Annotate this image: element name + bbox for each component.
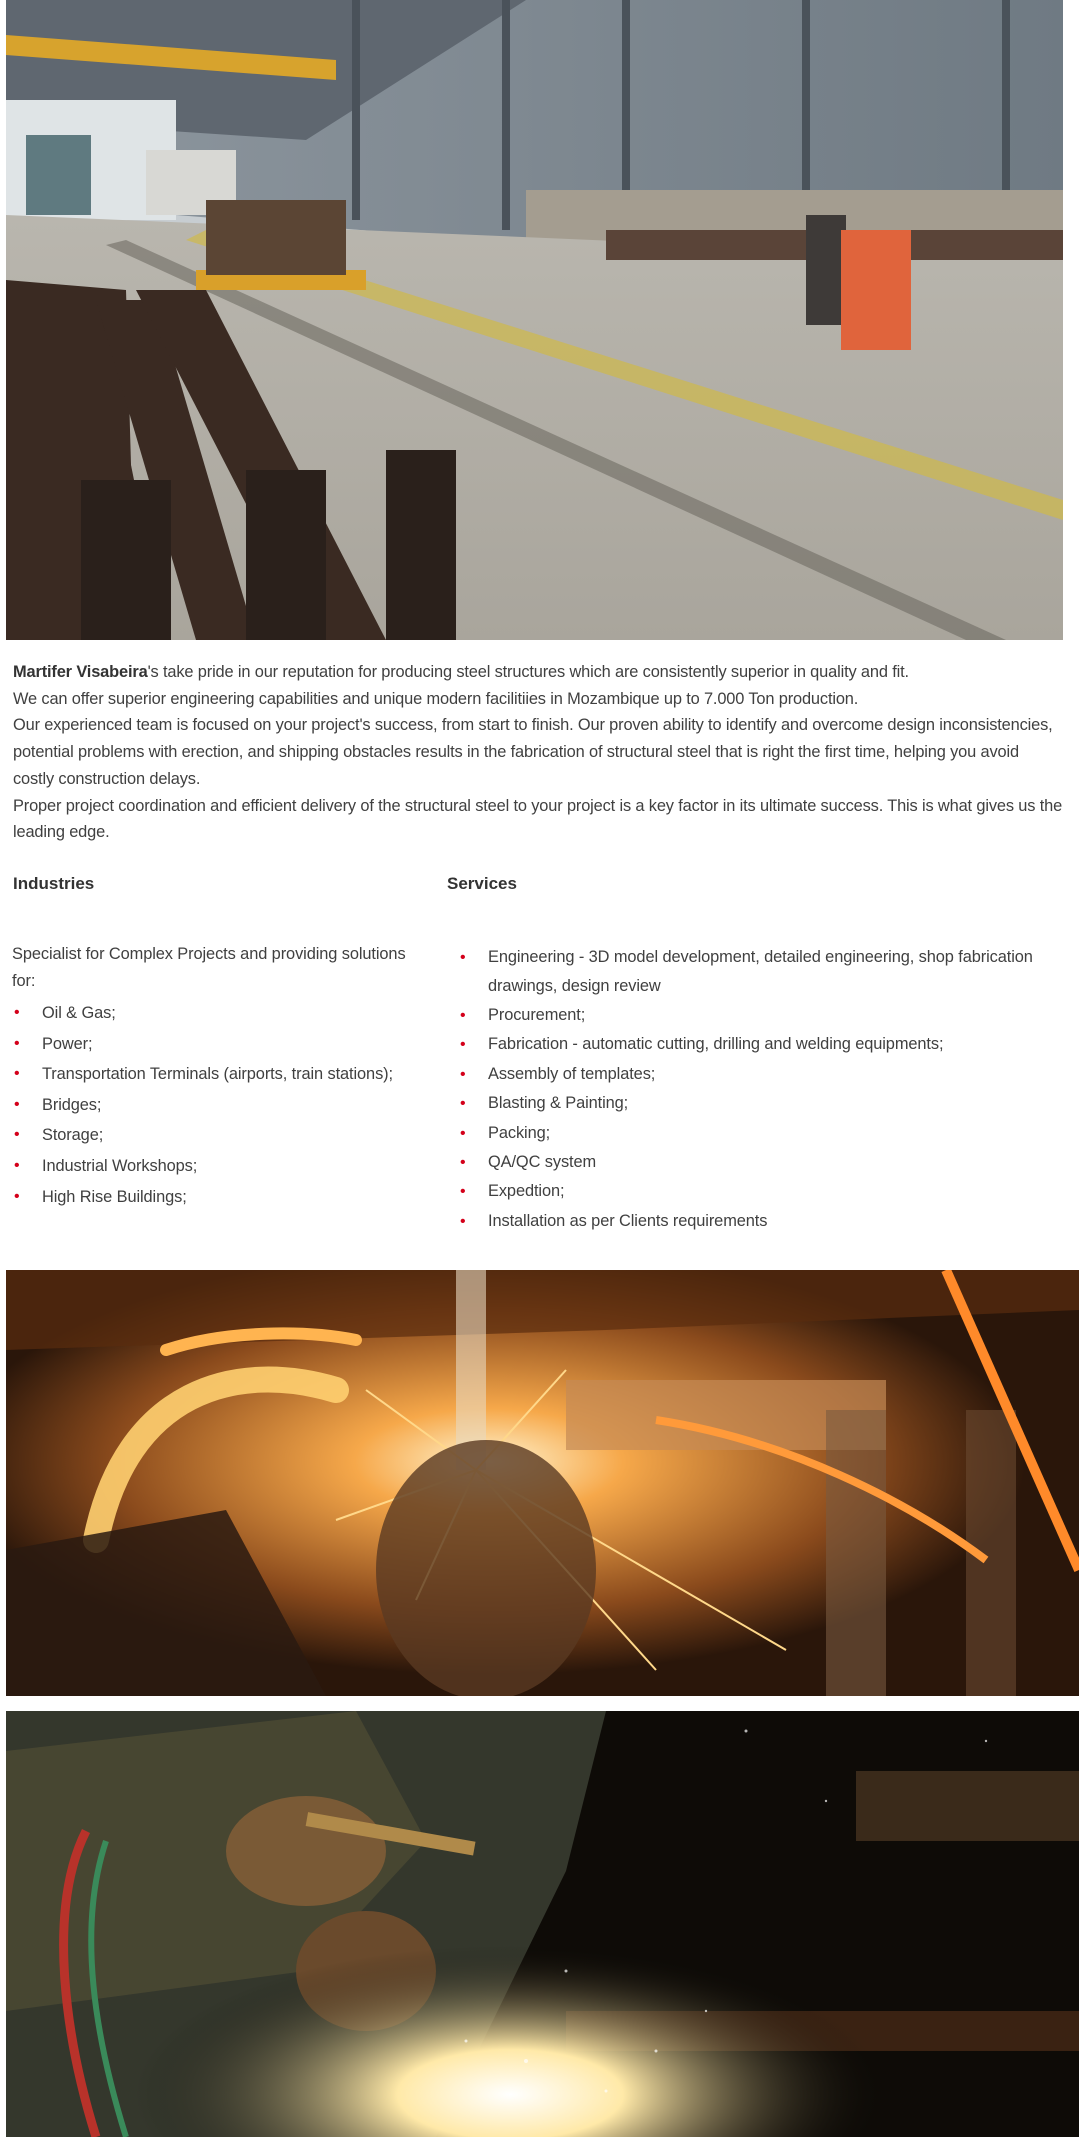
- services-list: [446, 943, 1046, 1236]
- bullet-icon: •: [460, 1212, 466, 1230]
- list-item: • High Rise Buildings;: [12, 1182, 432, 1213]
- list-item: • Assembly of templates;: [446, 1060, 1046, 1089]
- industries-section: [12, 941, 432, 1212]
- brand-name: Martifer Visabeira: [13, 663, 148, 681]
- torch-cutting-photo: [6, 1711, 1079, 2137]
- intro-line-1: Martifer Visabeira's take pride in our reputation for producing steel structures which are consistently superior in quality and fit.: [13, 663, 909, 681]
- list-item: • Power;: [12, 1029, 432, 1060]
- list-item: • Oil & Gas;: [12, 998, 432, 1029]
- industries-list: [12, 998, 432, 1212]
- intro-line-3: Our experienced team is focused on your project's success, from start to finish. Our proven ability to identify and overcome design inconsistencies, potential problems with erection, and shipping obstacles results in the fabrication of structural steel that is right the first time, helping you avoid costly construction delays.: [13, 716, 1053, 788]
- bullet-icon: •: [460, 1095, 466, 1113]
- list-item: • Storage;: [12, 1120, 432, 1151]
- list-item: • Installation as per Clients requirements: [446, 1207, 1046, 1236]
- torch-cutting-image: [6, 1711, 1079, 2137]
- grinding-sparks-photo: [6, 1270, 1079, 1696]
- bullet-icon: •: [460, 1065, 466, 1083]
- list-item: • Blasting & Painting;: [446, 1089, 1046, 1118]
- services-heading: Services: [447, 874, 517, 893]
- bullet-icon: •: [460, 1154, 466, 1172]
- intro-line-4: Proper project coordination and efficient delivery of the structural steel to your project is a key factor in its ultimate success. This is what gives us the leading edge.: [13, 796, 1063, 842]
- list-item: • Engineering - 3D model development, detailed engineering, shop fabrication drawings, design review: [446, 943, 1046, 1001]
- intro-line-2: We can offer superior engineering capabilities and unique modern facilitiies in Mozambique up to 7.000 Ton production.: [13, 689, 859, 708]
- bullet-icon: •: [14, 1126, 20, 1144]
- services-section: [446, 943, 1046, 1236]
- grinding-sparks-image: [6, 1270, 1079, 1696]
- list-item: • Procurement;: [446, 1001, 1046, 1030]
- bullet-icon: •: [14, 1034, 20, 1052]
- industries-heading: Industries: [13, 874, 95, 893]
- list-item: • Industrial Workshops;: [12, 1151, 432, 1182]
- bullet-icon: •: [460, 1183, 466, 1201]
- list-item: • Transportation Terminals (airports, train stations);: [12, 1059, 432, 1090]
- list-item: • QA/QC system: [446, 1148, 1046, 1177]
- bullet-icon: •: [14, 1187, 20, 1205]
- industries-lead: Specialist for Complex Projects and providing solutions for:: [12, 945, 406, 990]
- factory-hall-image: [6, 0, 1063, 640]
- bullet-icon: •: [460, 1124, 466, 1142]
- bullet-icon: •: [460, 949, 466, 966]
- list-item: • Expedtion;: [446, 1177, 1046, 1206]
- list-item: • Packing;: [446, 1119, 1046, 1148]
- intro-text: [13, 659, 1063, 846]
- bullet-icon: •: [14, 1095, 20, 1113]
- factory-hall-photo: [6, 0, 1063, 640]
- bullet-icon: •: [14, 1065, 20, 1083]
- list-item: • Fabrication - automatic cutting, drilling and welding equipments;: [446, 1030, 1046, 1059]
- bullet-icon: •: [14, 1156, 20, 1174]
- bullet-icon: •: [460, 1007, 466, 1024]
- list-item: • Bridges;: [12, 1090, 432, 1121]
- bullet-icon: •: [14, 1004, 20, 1021]
- bullet-icon: •: [460, 1036, 466, 1054]
